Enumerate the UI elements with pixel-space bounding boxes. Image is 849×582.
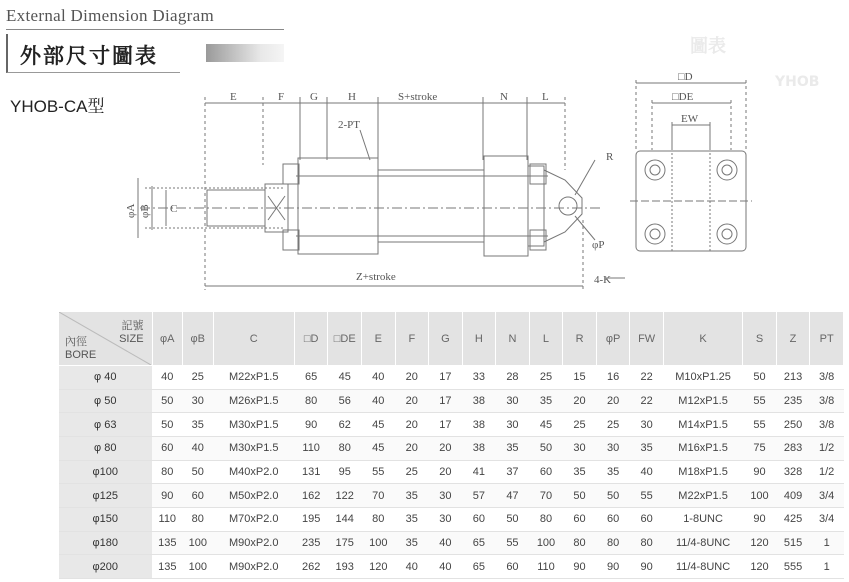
table-cell: 41 <box>462 460 496 484</box>
dim-label: φB <box>139 204 151 218</box>
table-cell: 35 <box>596 460 630 484</box>
column-header: φB <box>183 312 214 366</box>
column-header: □D <box>294 312 328 366</box>
table-cell: 60 <box>152 436 183 460</box>
table-cell: 80 <box>328 436 362 460</box>
table-row <box>59 507 844 531</box>
table-cell: 100 <box>183 555 214 579</box>
table-cell: 60 <box>462 507 496 531</box>
table-cell: 20 <box>429 436 463 460</box>
table-cell: 62 <box>328 413 362 437</box>
table-cell: 1/2 <box>810 436 844 460</box>
table-cell: 262 <box>294 555 328 579</box>
table-row <box>59 389 844 413</box>
table-cell: 60 <box>596 507 630 531</box>
size-header-label: 記號 SIZE <box>119 320 144 345</box>
table-cell: 80 <box>630 531 664 555</box>
table-cell: 57 <box>462 484 496 508</box>
column-header: □DE <box>328 312 362 366</box>
table-cell: 65 <box>294 366 328 390</box>
table-cell: 120 <box>743 531 777 555</box>
table-cell: 40 <box>630 460 664 484</box>
table-cell: M12xP1.5 <box>663 389 742 413</box>
table-cell: M30xP1.5 <box>213 413 294 437</box>
table-cell: 100 <box>183 531 214 555</box>
table-row <box>59 436 844 460</box>
table-cell: 122 <box>328 484 362 508</box>
table-cell: 65 <box>462 531 496 555</box>
table-cell: 15 <box>563 366 597 390</box>
table-cell: 11/4-8UNC <box>663 531 742 555</box>
table-cell: 40 <box>361 389 395 413</box>
table-cell: 50 <box>529 436 563 460</box>
bore-cell: φ180 <box>59 531 153 555</box>
table-cell: 22 <box>630 366 664 390</box>
table-cell: 80 <box>152 460 183 484</box>
dim-label: □D <box>678 71 693 83</box>
column-header: L <box>529 312 563 366</box>
table-cell: 3/8 <box>810 389 844 413</box>
table-cell: 17 <box>429 389 463 413</box>
column-header: C <box>213 312 294 366</box>
table-cell: 100 <box>361 531 395 555</box>
table-cell: M90xP2.0 <box>213 555 294 579</box>
page-title-chinese: 外部尺寸圖表 <box>20 44 158 68</box>
table-cell: 38 <box>462 413 496 437</box>
table-cell: 25 <box>563 413 597 437</box>
table-cell: M16xP1.5 <box>663 436 742 460</box>
table-cell: 50 <box>596 484 630 508</box>
table-cell: 35 <box>496 436 530 460</box>
dim-label: EW <box>681 113 699 125</box>
table-cell: 80 <box>596 531 630 555</box>
dim-label: E <box>230 91 237 103</box>
table-cell: 40 <box>361 366 395 390</box>
column-header: H <box>462 312 496 366</box>
table-cell: M10xP1.25 <box>663 366 742 390</box>
table-cell: 17 <box>429 366 463 390</box>
table-cell: 20 <box>596 389 630 413</box>
bore-cell: φ 63 <box>59 413 153 437</box>
table-cell: 20 <box>395 389 429 413</box>
table-cell: 131 <box>294 460 328 484</box>
column-header: E <box>361 312 395 366</box>
table-cell: 100 <box>743 484 777 508</box>
table-cell: 20 <box>395 436 429 460</box>
table-cell: 55 <box>630 484 664 508</box>
table-cell: 30 <box>496 413 530 437</box>
table-cell: 120 <box>743 555 777 579</box>
table-cell: 175 <box>328 531 362 555</box>
table-cell: 35 <box>395 507 429 531</box>
table-cell: 30 <box>563 436 597 460</box>
dim-label: □DE <box>672 91 694 103</box>
table-cell: 95 <box>328 460 362 484</box>
page-title-english: External Dimension Diagram <box>6 6 214 25</box>
table-cell: 90 <box>152 484 183 508</box>
table-cell: 30 <box>183 389 214 413</box>
bore-cell: φ150 <box>59 507 153 531</box>
table-cell: 11/4-8UNC <box>663 555 742 579</box>
table-cell: 45 <box>361 436 395 460</box>
table-cell: 90 <box>563 555 597 579</box>
table-cell: 50 <box>152 389 183 413</box>
table-cell: 60 <box>529 460 563 484</box>
table-cell: 60 <box>496 555 530 579</box>
table-cell: 30 <box>630 413 664 437</box>
table-cell: M30xP1.5 <box>213 436 294 460</box>
table-cell: 38 <box>462 436 496 460</box>
table-cell: 28 <box>496 366 530 390</box>
table-cell: 35 <box>395 484 429 508</box>
dim-label: φP <box>592 239 605 251</box>
table-cell: 80 <box>294 389 328 413</box>
table-cell: 110 <box>152 507 183 531</box>
dim-label: C <box>170 203 178 215</box>
table-cell: 35 <box>563 460 597 484</box>
table-cell: 90 <box>743 460 777 484</box>
table-header-row <box>59 312 844 366</box>
table-cell: 40 <box>395 555 429 579</box>
table-row <box>59 555 844 579</box>
table-cell: 75 <box>743 436 777 460</box>
table-cell: 135 <box>152 555 183 579</box>
bore-cell: φ 80 <box>59 436 153 460</box>
table-cell: 45 <box>361 413 395 437</box>
column-header: FW <box>630 312 664 366</box>
table-cell: 1/2 <box>810 460 844 484</box>
table-cell: 80 <box>529 507 563 531</box>
table-cell: 56 <box>328 389 362 413</box>
bore-cell: φ200 <box>59 555 153 579</box>
dim-label: H <box>348 91 356 103</box>
table-cell: 20 <box>395 413 429 437</box>
table-cell: 195 <box>294 507 328 531</box>
dim-label: 4-K <box>594 274 612 286</box>
table-cell: 70 <box>361 484 395 508</box>
table-cell: 1-8UNC <box>663 507 742 531</box>
table-cell: 110 <box>294 436 328 460</box>
table-row <box>59 413 844 437</box>
table-cell: 235 <box>294 531 328 555</box>
column-header: F <box>395 312 429 366</box>
bore-cell: φ 40 <box>59 366 153 390</box>
dim-label: Z+stroke <box>356 271 396 283</box>
table-row <box>59 460 844 484</box>
table-cell: 3/8 <box>810 413 844 437</box>
table-cell: 193 <box>328 555 362 579</box>
dim-label: L <box>542 91 549 103</box>
bore-cell: φ125 <box>59 484 153 508</box>
table-cell: 3/4 <box>810 484 844 508</box>
table-cell: 80 <box>563 531 597 555</box>
table-cell: 40 <box>152 366 183 390</box>
table-cell: M70xP2.0 <box>213 507 294 531</box>
table-corner-header <box>59 312 153 366</box>
table-cell: 162 <box>294 484 328 508</box>
dim-label: 2-PT <box>338 119 360 131</box>
column-header: Z <box>776 312 810 366</box>
table-cell: 555 <box>776 555 810 579</box>
table-cell: 409 <box>776 484 810 508</box>
column-header: PT <box>810 312 844 366</box>
model-name: YHOB-CA型 <box>10 97 105 116</box>
table-cell: 47 <box>496 484 530 508</box>
table-cell: 40 <box>429 555 463 579</box>
table-cell: 37 <box>496 460 530 484</box>
table-cell: M26xP1.5 <box>213 389 294 413</box>
column-header: G <box>429 312 463 366</box>
table-cell: 50 <box>152 413 183 437</box>
table-cell: 50 <box>563 484 597 508</box>
table-cell: 35 <box>395 531 429 555</box>
table-cell: 25 <box>395 460 429 484</box>
column-header: K <box>663 312 742 366</box>
table-cell: 65 <box>462 555 496 579</box>
table-cell: 20 <box>395 366 429 390</box>
table-cell: 33 <box>462 366 496 390</box>
table-cell: 80 <box>183 507 214 531</box>
table-cell: 250 <box>776 413 810 437</box>
dimension-table <box>58 311 844 579</box>
table-cell: 25 <box>596 413 630 437</box>
table-cell: 22 <box>630 389 664 413</box>
table-cell: 35 <box>630 436 664 460</box>
table-cell: 35 <box>529 389 563 413</box>
table-cell: 3/8 <box>810 366 844 390</box>
table-cell: 60 <box>630 507 664 531</box>
table-cell: 3/4 <box>810 507 844 531</box>
table-cell: 100 <box>529 531 563 555</box>
table-cell: M22xP1.5 <box>663 484 742 508</box>
table-row <box>59 366 844 390</box>
table-cell: 55 <box>361 460 395 484</box>
table-cell: 30 <box>596 436 630 460</box>
column-header: N <box>496 312 530 366</box>
bore-cell: φ100 <box>59 460 153 484</box>
table-cell: 50 <box>183 460 214 484</box>
bore-cell: φ 50 <box>59 389 153 413</box>
table-cell: 90 <box>743 507 777 531</box>
table-cell: M14xP1.5 <box>663 413 742 437</box>
dim-label: S+stroke <box>398 91 438 103</box>
table-cell: 55 <box>743 389 777 413</box>
table-cell: 283 <box>776 436 810 460</box>
table-cell: 80 <box>361 507 395 531</box>
table-cell: 25 <box>183 366 214 390</box>
table-cell: 16 <box>596 366 630 390</box>
dim-label: G <box>310 91 318 103</box>
ghost-model-mirror: YHOB <box>775 74 820 90</box>
table-cell: 60 <box>563 507 597 531</box>
table-cell: 90 <box>630 555 664 579</box>
table-cell: 1 <box>810 531 844 555</box>
bore-header-label: 內徑 BORE <box>65 336 97 361</box>
table-cell: 17 <box>429 413 463 437</box>
table-cell: 30 <box>429 507 463 531</box>
table-cell: 144 <box>328 507 362 531</box>
dim-label: R <box>606 151 614 163</box>
table-cell: 35 <box>183 413 214 437</box>
table-cell: M18xP1.5 <box>663 460 742 484</box>
table-cell: 90 <box>596 555 630 579</box>
table-cell: 45 <box>529 413 563 437</box>
table-cell: 40 <box>183 436 214 460</box>
table-cell: 30 <box>496 389 530 413</box>
table-cell: 110 <box>529 555 563 579</box>
table-cell: M22xP1.5 <box>213 366 294 390</box>
table-cell: 50 <box>496 507 530 531</box>
column-header: φA <box>152 312 183 366</box>
table-cell: 20 <box>563 389 597 413</box>
table-cell: 425 <box>776 507 810 531</box>
table-cell: 40 <box>429 531 463 555</box>
column-header: R <box>563 312 597 366</box>
table-cell: 213 <box>776 366 810 390</box>
ghost-title-mirror: 圖表 <box>690 36 726 57</box>
table-cell: 38 <box>462 389 496 413</box>
table-cell: 135 <box>152 531 183 555</box>
table-cell: 55 <box>743 413 777 437</box>
table-cell: 90 <box>294 413 328 437</box>
table-cell: 235 <box>776 389 810 413</box>
table-cell: M50xP2.0 <box>213 484 294 508</box>
table-cell: 515 <box>776 531 810 555</box>
dim-label: φA <box>125 203 137 218</box>
table-cell: 45 <box>328 366 362 390</box>
table-cell: M40xP2.0 <box>213 460 294 484</box>
table-cell: 60 <box>183 484 214 508</box>
column-header: S <box>743 312 777 366</box>
table-cell: 20 <box>429 460 463 484</box>
table-cell: M90xP2.0 <box>213 531 294 555</box>
column-header: φP <box>596 312 630 366</box>
table-cell: 1 <box>810 555 844 579</box>
table-cell: 55 <box>496 531 530 555</box>
table-cell: 50 <box>743 366 777 390</box>
dim-label: N <box>500 91 508 103</box>
table-cell: 328 <box>776 460 810 484</box>
dim-label: F <box>278 91 285 103</box>
table-cell: 70 <box>529 484 563 508</box>
table-cell: 25 <box>529 366 563 390</box>
table-row <box>59 531 844 555</box>
table-cell: 120 <box>361 555 395 579</box>
table-row <box>59 484 844 508</box>
table-cell: 30 <box>429 484 463 508</box>
